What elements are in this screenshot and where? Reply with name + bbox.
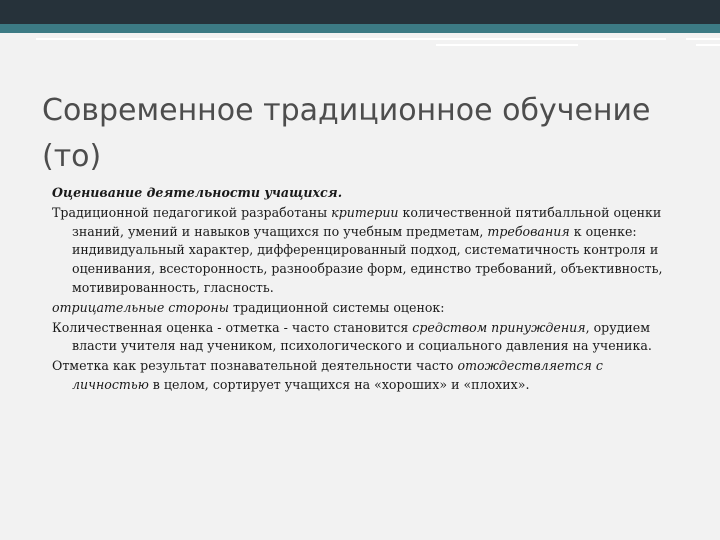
decorative-rule [36, 38, 666, 40]
decorative-rule [436, 44, 578, 46]
emphasis-text: требования [487, 223, 570, 239]
emphasis-text: отрицательные стороны [52, 299, 230, 315]
slide-body [52, 184, 664, 396]
text-run: к оценке: индивидуальный характер, дифференцированный подход, систематичность контроля и оценивания, всесторонность, разнообразие форм, единство требований, объективность, мотивированность, гласность. [72, 223, 663, 295]
emphasis-text: отождествляется с личностью [72, 358, 603, 392]
decorative-rule [696, 44, 720, 46]
paragraph-negative-sides [52, 299, 664, 318]
emphasis-text: средством принуждения [412, 319, 586, 335]
text-run: количественной пятибалльной оценки знаний, умений и навыков учащихся по учебным предметам, [72, 204, 662, 239]
emphasis-text: критерии [331, 204, 399, 220]
decorative-rule [686, 38, 720, 40]
top-band [0, 0, 720, 24]
accent-bar [0, 24, 720, 33]
paragraph-identification [52, 357, 664, 395]
subheading: Оценивание деятельности учащихся. [52, 185, 343, 200]
text-run: Традиционной педагогикой разработаны [52, 204, 332, 220]
text-run: , орудием власти учителя над учеником, психологического и социального давления на ученика. [72, 319, 652, 354]
paragraph-coercion [52, 319, 664, 357]
text-run: в целом, сортирует учащихся на «хороших» и «плохих». [148, 376, 530, 392]
text-run: традиционной системы оценок: [229, 299, 445, 315]
slide-title: Современное традиционное обучение (то) [42, 93, 651, 174]
text-run: Отметка как результат познавательной деятельности часто [52, 358, 458, 374]
text-run: Количественная оценка - отметка - часто становится [52, 319, 413, 335]
paragraph-criteria [52, 204, 664, 298]
